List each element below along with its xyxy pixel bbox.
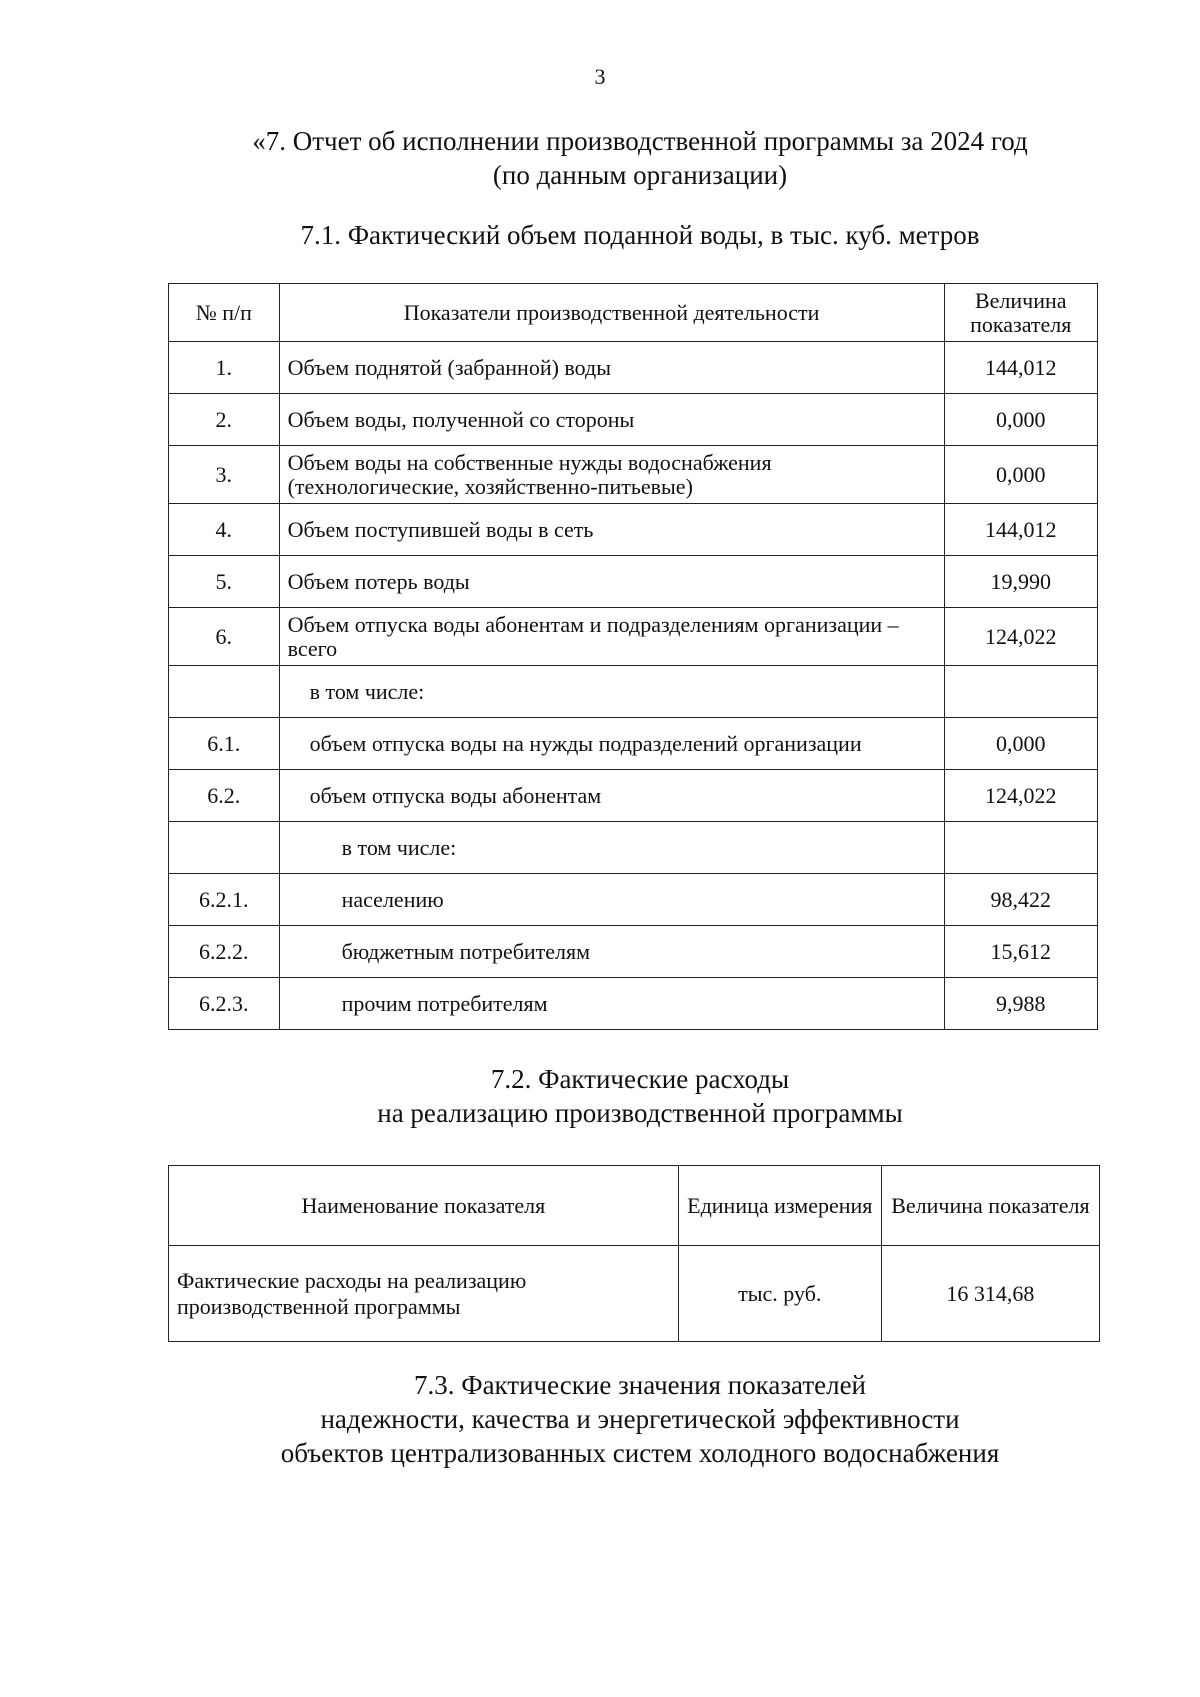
section-title-line1: «7. Отчет об исполнении производственной программы за 2024 год [252,126,1028,156]
row-value: 15,612 [944,926,1098,978]
row-value: 0,000 [944,718,1098,770]
row-num: 4. [169,504,280,556]
table-row [169,446,1098,504]
row-value: 0,000 [944,394,1098,446]
table-header-row [169,284,1098,342]
header-name: Наименование показателя [169,1166,679,1246]
table-row [169,718,1098,770]
row-indicator: Объем поступившей воды в сеть [279,504,944,556]
row-value: 124,022 [944,608,1098,666]
header-value: Величина показателя [881,1166,1099,1246]
row-num: 6.2.2. [169,926,280,978]
table-row [169,394,1098,446]
row-num: 6.2.3. [169,978,280,1030]
row-indicator: объем отпуска воды абонентам [279,770,944,822]
row-value: 19,990 [944,556,1098,608]
row-num: 6.2.1. [169,874,280,926]
row-num [169,822,280,874]
table-row [169,608,1098,666]
row-indicator: Объем поднятой (забранной) воды [279,342,944,394]
row-num: 1. [169,342,280,394]
row-indicator: прочим потребителям [279,978,944,1030]
row-num: 5. [169,556,280,608]
table-header-row [169,1166,1100,1246]
table-row [169,504,1098,556]
header-unit: Единица измерения [678,1166,881,1246]
page-number: 3 [594,64,606,89]
header-value: Величина показателя [944,284,1098,342]
section73-line3: объектов централизованных систем холодного водоснабжения [280,1438,1000,1468]
table2-title-line1: 7.2. Фактические расходы [490,1064,790,1094]
table-row [169,822,1098,874]
row-value: 144,012 [944,342,1098,394]
section-title-line2: (по данным организации) [492,160,788,190]
row-indicator: Объем отпуска воды абонентам и подразделениям организации – всего [279,608,944,666]
table-row [169,978,1098,1030]
row-indicator: Объем воды на собственные нужды водоснабжения (технологические, хозяйственно-питьевые) [279,446,944,504]
row-indicator: в том числе: [279,666,944,718]
table2-title [40,1062,1200,1130]
row-num: 3. [169,446,280,504]
table-row [169,874,1098,926]
table1-title: 7.1. Фактический объем поданной воды, в тыс. куб. метров [300,220,980,250]
row-indicator: объем отпуска воды на нужды подразделений организации [279,718,944,770]
table-row [169,926,1098,978]
row-unit: тыс. руб. [678,1246,881,1342]
row-num: 2. [169,394,280,446]
row-num: 6.2. [169,770,280,822]
section73-title [40,1368,1200,1470]
table-row [169,342,1098,394]
section73-line1: 7.3. Фактические значения показателей [413,1370,867,1400]
table2-title-line2: на реализацию производственной программы [377,1098,903,1128]
row-value: 9,988 [944,978,1098,1030]
table-row [169,770,1098,822]
row-num [169,666,280,718]
row-name: Фактические расходы на реализацию производственной программы [169,1246,679,1342]
row-indicator: Объем потерь воды [279,556,944,608]
row-indicator: населению [279,874,944,926]
water-volume-table [168,283,1098,1030]
table-row [169,1246,1100,1342]
header-num: № п/п [169,284,280,342]
section-title [40,124,1200,192]
row-num: 6.1. [169,718,280,770]
row-value: 16 314,68 [881,1246,1099,1342]
header-indicator: Показатели производственной деятельности [279,284,944,342]
table-row [169,556,1098,608]
table-row [169,666,1098,718]
row-indicator: бюджетным потребителям [279,926,944,978]
expenses-table [168,1165,1100,1342]
row-value: 0,000 [944,446,1098,504]
row-value: 98,422 [944,874,1098,926]
row-value: 124,022 [944,770,1098,822]
section73-line2: надежности, качества и энергетической эффективности [320,1404,960,1434]
row-value: 144,012 [944,504,1098,556]
row-indicator: в том числе: [279,822,944,874]
row-indicator: Объем воды, полученной со стороны [279,394,944,446]
row-value [944,666,1098,718]
row-value [944,822,1098,874]
row-num: 6. [169,608,280,666]
